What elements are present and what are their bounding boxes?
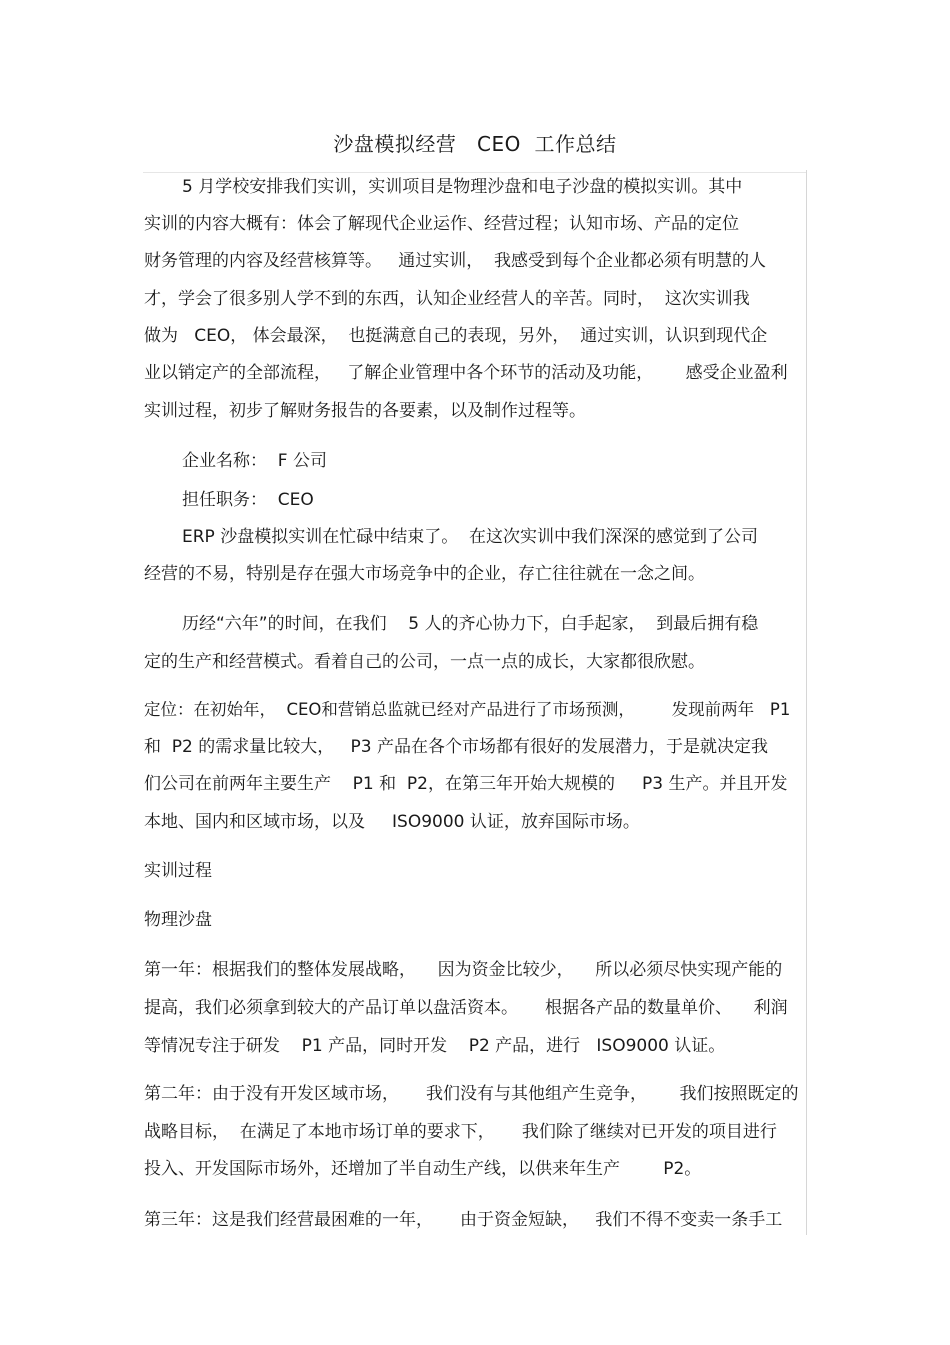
text-line-20: 第一年：根据我们的整体发展战略， 因为资金比较少， 所以必须尽快实现产能的	[144, 960, 783, 980]
text-line-10: ERP 沙盘模拟实训在忙碌中结束了。 在这次实训中我们深深的感觉到了公司	[182, 527, 759, 547]
text-line-1: 5 月学校安排我们实训，实训项目是物理沙盘和电子沙盘的模拟实训。其中	[182, 177, 743, 197]
text-line-23: 第二年：由于没有开发区域市场， 我们没有与其他组产生竞争， 我们按照既定的	[144, 1084, 799, 1104]
section-heading-training-process: 实训过程	[144, 861, 212, 881]
text-line-15: 和 P2 的需求量比较大， P3 产品在各个市场都有很好的发展潜力，于是就决定我	[144, 737, 768, 757]
text-line-5: 做为 CEO， 体会最深， 也挺满意自己的表现，另外， 通过实训，认识到现代企	[144, 326, 768, 346]
text-line-17: 本地、国内和区域市场，以及 ISO9000 认证，放弃国际市场。	[144, 812, 640, 832]
text-line-25: 投入、开发国际市场外，还增加了半自动生产线，以供来年生产 P2。	[144, 1159, 702, 1179]
top-rule	[143, 172, 806, 173]
text-line-11: 经营的不易，特别是存在强大市场竞争中的企业，存亡往往就在一念之间。	[144, 564, 705, 584]
text-line-21: 提高，我们必须拿到较大的产品订单以盘活资本。 根据各产品的数量单价、 利润	[144, 998, 788, 1018]
text-line-24: 战略目标， 在满足了本地市场订单的要求下， 我们除了继续对已开发的项目进行	[144, 1122, 777, 1142]
text-line-4: 才，学会了很多别人学不到的东西，认知企业经营人的辛苦。同时， 这次实训我	[144, 289, 750, 309]
text-line-16: 们公司在前两年主要生产 P1 和 P2，在第三年开始大规模的 P3 生产。并且开发	[144, 774, 788, 794]
text-line-13: 定的生产和经营模式。看着自己的公司，一点一点的成长，大家都很欣慰。	[144, 652, 705, 672]
text-line-22: 等情况专注于研发 P1 产品，同时开发 P2 产品，进行 ISO9000 认证。	[144, 1036, 726, 1056]
text-line-7: 实训过程，初步了解财务报告的各要素，以及制作过程等。	[144, 401, 586, 421]
text-line-26: 第三年：这是我们经营最困难的一年， 由于资金短缺， 我们不得不变卖一条手工	[144, 1210, 783, 1230]
text-line-3: 财务管理的内容及经营核算等。 通过实训， 我感受到每个企业都必须有明慧的人	[144, 251, 767, 271]
company-name-line: 企业名称： F 公司	[182, 451, 327, 471]
text-line-2: 实训的内容大概有：体会了解现代企业运作、经营过程；认知市场、产品的定位	[144, 214, 739, 234]
text-line-14: 定位：在初始年， CEO和营销总监就已经对产品进行了市场预测， 发现前两年 P1	[144, 700, 791, 719]
text-line-6: 业以销定产的全部流程， 了解企业管理中各个环节的活动及功能， 感受企业盈利	[144, 363, 788, 383]
section-heading-physical-sandtable: 物理沙盘	[144, 910, 212, 930]
position-line: 担任职务： CEO	[182, 490, 314, 510]
document-title: 沙盘模拟经营 CEO 工作总结	[333, 132, 617, 156]
text-line-12: 历经“六年”的时间，在我们 5 人的齐心协力下，白手起家， 到最后拥有稳	[182, 614, 759, 634]
right-margin-rule	[806, 170, 807, 1235]
